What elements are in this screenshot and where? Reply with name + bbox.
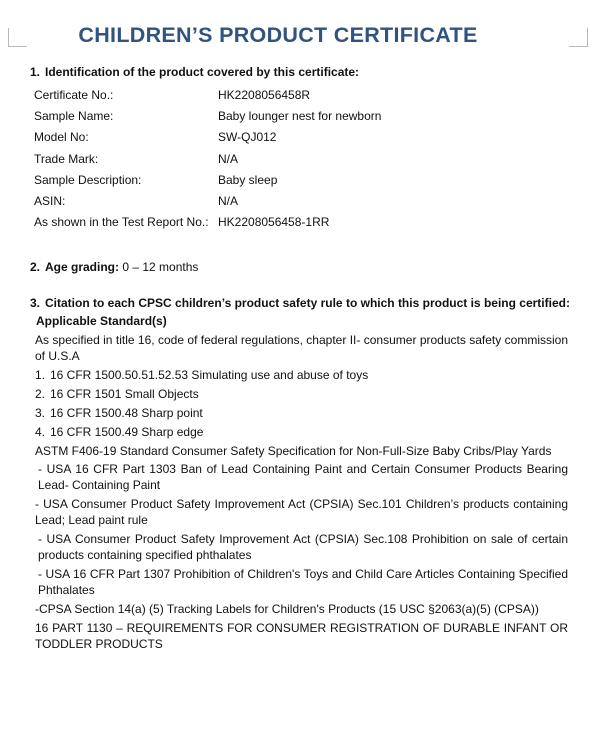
- section-3-heading: [30, 295, 568, 311]
- field-value: HK2208056458-1RR: [218, 215, 330, 230]
- field-value: HK2208056458R: [218, 87, 311, 102]
- field-value: N/A: [218, 151, 239, 166]
- standards-intro: As specified in title 16, code of federal regulations, chapter II- consumer products safety commission of U.S.A: [35, 333, 568, 364]
- section-3-title: Citation to each CPSC children’s product safety rule to which this product is being certified:: [45, 296, 570, 311]
- rule-list: [35, 367, 568, 440]
- standard-cpsia-101: - USA Consumer Product Safety Improvement Act (CPSIA) Sec.101 Children’s products containing Lead; Lead paint rule: [35, 497, 568, 528]
- standard-cpsia-108: - USA Consumer Product Safety Improvement Act (CPSIA) Sec.108 Prohibition on sale of certain products containing specified phthalates: [38, 532, 568, 563]
- field-label: Sample Description:: [34, 172, 142, 187]
- rule-number: 4.: [35, 425, 46, 440]
- standard-cfr-1307: - USA 16 CFR Part 1307 Prohibition of Children's Toys and Child Care Articles Containing Specified Phthalates: [38, 567, 568, 598]
- rule-number: 3.: [35, 406, 46, 421]
- field-value: Baby lounger nest for newborn: [218, 108, 382, 123]
- section-3-number: 3.: [30, 296, 41, 311]
- standard-cfr-1303: - USA 16 CFR Part 1303 Ban of Lead Containing Paint and Certain Consumer Products Bearing Lead- Containing Paint: [38, 462, 568, 493]
- field-row-certificate-no: [30, 84, 568, 105]
- list-item: [35, 367, 568, 383]
- field-row-model-no: [30, 127, 568, 148]
- field-label: Certificate No.:: [34, 87, 114, 102]
- corner-mark-right: [569, 28, 588, 47]
- field-row-asin: [30, 190, 568, 211]
- field-row-test-report-no: [30, 212, 568, 233]
- field-value: SW-QJ012: [218, 130, 277, 145]
- standard-cpsa-14a5: -CPSA Section 14(a) (5) Tracking Labels for Children's Products (15 USC §2063(a)(5) (CPSA)): [35, 602, 539, 617]
- list-item: [35, 424, 568, 440]
- page-title: CHILDREN’S PRODUCT CERTIFICATE: [78, 23, 478, 47]
- field-label: Sample Name:: [34, 108, 114, 123]
- applicable-standards-heading: Applicable Standard(s): [36, 314, 167, 329]
- list-item: [35, 405, 568, 421]
- section-2: [30, 259, 568, 275]
- field-row-trade-mark: [30, 148, 568, 169]
- section-2-number: 2.: [30, 260, 41, 275]
- rule-number: 1.: [35, 368, 46, 383]
- certificate-body: [30, 64, 568, 652]
- section-2-heading: [30, 260, 119, 274]
- rule-text: 16 CFR 1500.50.51.52.53 Simulating use and abuse of toys: [50, 368, 369, 383]
- field-row-sample-name: [30, 105, 568, 126]
- astm-standard: ASTM F406-19 Standard Consumer Safety Specification for Non-Full-Size Baby Cribs/Play Yards: [35, 444, 552, 459]
- field-value: Baby sleep: [218, 172, 278, 187]
- field-label: Trade Mark:: [34, 151, 99, 166]
- rule-text: 16 CFR 1500.49 Sharp edge: [50, 425, 204, 440]
- section-3-body: [30, 313, 568, 652]
- age-grading-value: 0 – 12 months: [122, 260, 199, 275]
- field-label: Model No:: [34, 130, 89, 145]
- rule-number: 2.: [35, 387, 46, 402]
- field-row-sample-description: [30, 169, 568, 190]
- section-1-number: 1.: [30, 65, 41, 79]
- standard-part-1130: 16 PART 1130 – REQUIREMENTS FOR CONSUMER REGISTRATION OF DURABLE INFANT OR TODDLER PRODUCTS: [35, 621, 568, 652]
- rule-text: 16 CFR 1500.48 Sharp point: [50, 406, 203, 421]
- identification-fields: [30, 84, 568, 233]
- rule-text: 16 CFR 1501 Small Objects: [50, 387, 199, 402]
- field-label: As shown in the Test Report No.:: [34, 215, 209, 230]
- list-item: [35, 386, 568, 402]
- section-1-heading: [30, 64, 568, 80]
- field-value: N/A: [218, 194, 239, 209]
- field-label: ASIN:: [34, 194, 66, 209]
- section-1-title: Identification of the product covered by this certificate:: [45, 65, 360, 79]
- section-2-title: Age grading:: [45, 260, 119, 275]
